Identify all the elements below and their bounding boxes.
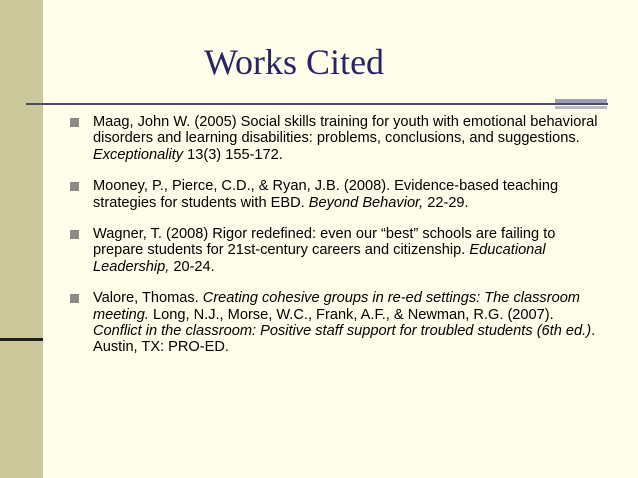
- title-divider-accent: [555, 99, 607, 103]
- reference-segment: Valore, Thomas.: [93, 290, 203, 307]
- reference-text: [93, 178, 558, 210]
- reference-text: [93, 226, 555, 275]
- reference-item: [70, 290, 600, 356]
- reference-item: [70, 226, 600, 275]
- reference-segment: Maag, John W. (2005) Social skills training for youth with emotional behavioral disorders and learning disabilities: problems, conclusions, and suggestions.: [93, 114, 598, 147]
- square-bullet-icon: [70, 118, 79, 127]
- reference-text: [93, 290, 595, 355]
- reference-item: [70, 114, 600, 163]
- reference-italic-segment: Beyond Behavior,: [308, 194, 424, 211]
- title-divider-accent-lower: [555, 106, 607, 109]
- reference-italic-segment: Educational Leadership,: [93, 242, 546, 275]
- reference-segment: 13(3) 155-172.: [183, 146, 283, 163]
- reference-text: [93, 114, 598, 163]
- reference-segment: Long, N.J., Morse, W.C., Frank, A.F., & Newman, R.G. (2007).: [148, 306, 554, 323]
- slide-title: Works Cited: [203, 42, 385, 82]
- square-bullet-icon: [70, 230, 79, 239]
- reference-segment: 22-29.: [423, 194, 469, 211]
- square-bullet-icon: [70, 182, 79, 191]
- reference-segment: Mooney, P., Pierce, C.D., & Ryan, J.B. (2008). Evidence-based teaching strategies for students with EBD.: [93, 178, 559, 211]
- reference-segment: 20-24.: [169, 258, 215, 275]
- reference-segment: Wagner, T. (2008) Rigor redefined: even our “best” schools are failing to prepare students for 21st-century careers and citizenship.: [93, 226, 556, 259]
- square-bullet-icon: [70, 294, 79, 303]
- references-list: [70, 114, 600, 371]
- reference-italic-segment: Exceptionality: [93, 146, 184, 163]
- reference-italic-segment: Creating cohesive groups in re-ed settings: The classroom meeting.: [93, 290, 580, 323]
- reference-segment: . Austin, TX: PRO-ED.: [93, 323, 596, 356]
- reference-item: [70, 178, 600, 211]
- title-divider: [26, 103, 608, 105]
- reference-italic-segment: Conflict in the classroom: Positive staff support for troubled students (6th ed.): [93, 323, 592, 340]
- side-band-marker: [0, 338, 43, 341]
